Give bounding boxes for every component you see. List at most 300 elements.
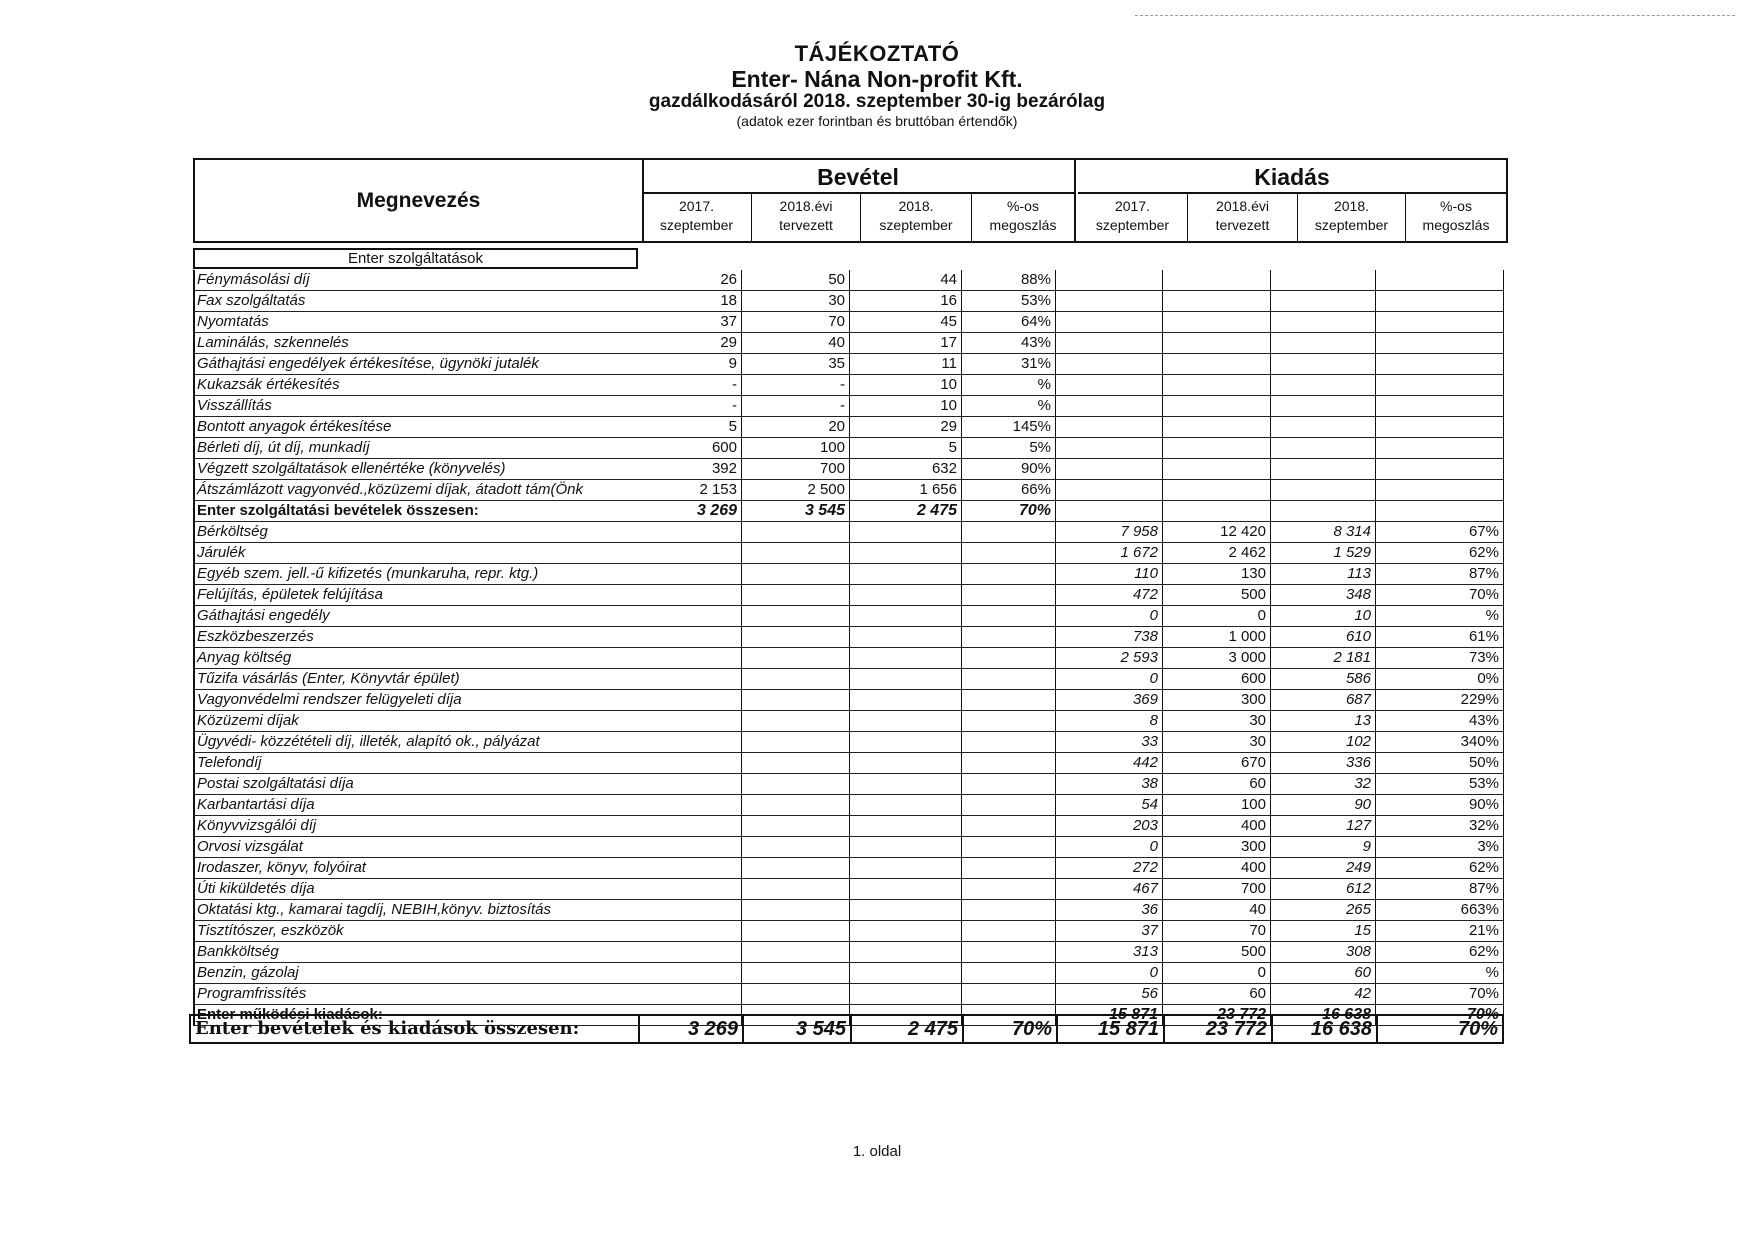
bevetel-cell	[850, 606, 962, 627]
kiadas-total-cell: 70%	[1378, 1014, 1504, 1044]
bevetel-total-cell: 3 269	[640, 1014, 744, 1044]
bevetel-title: Bevétel	[642, 160, 1074, 194]
kiadas-cell: 612	[1271, 879, 1376, 900]
bevetel-cell: 5%	[962, 438, 1056, 459]
kiadas-cell	[1163, 438, 1271, 459]
bevetel-cell: -	[742, 375, 850, 396]
row-label: Fax szolgáltatás	[193, 291, 640, 312]
kiadas-cell: 8	[1056, 711, 1163, 732]
bevetel-cell: 70%	[962, 501, 1056, 522]
bevetel-cell: 45	[850, 312, 962, 333]
kiadas-cell: 8 314	[1271, 522, 1376, 543]
bevetel-cell: 3 269	[640, 501, 742, 522]
kiadas-cell: 32	[1271, 774, 1376, 795]
kiadas-cell	[1376, 375, 1504, 396]
kiadas-cell: 70%	[1376, 1005, 1504, 1026]
kiadas-cell: 272	[1056, 858, 1163, 879]
row-label: Ügyvédi- közzétételi díj, illeték, alapító ok., pályázat	[193, 732, 640, 753]
kiadas-cell	[1271, 375, 1376, 396]
kiadas-cell	[1056, 354, 1163, 375]
kiadas-cell: 30	[1163, 732, 1271, 753]
kiadas-cell	[1056, 501, 1163, 522]
kiadas-cell	[1163, 480, 1271, 501]
kiadas-cell: 3 000	[1163, 648, 1271, 669]
kiadas-total-cell: 16 638	[1273, 1014, 1378, 1044]
bevetel-cell: 392	[640, 459, 742, 480]
kiadas-cell: 12 420	[1163, 522, 1271, 543]
kiadas-cell: 130	[1163, 564, 1271, 585]
bevetel-cell	[742, 669, 850, 690]
top-dashed-rule	[1135, 15, 1735, 16]
bevetel-cell	[850, 543, 962, 564]
company-name: Enter- Nána Non-profit Kft.	[731, 66, 1023, 93]
kiadas-cell: 40	[1163, 900, 1271, 921]
kiadas-cell	[1056, 396, 1163, 417]
bevetel-cell	[640, 837, 742, 858]
kiadas-cell: 3%	[1376, 837, 1504, 858]
bevetel-cell: 43%	[962, 333, 1056, 354]
bevetel-cell	[742, 627, 850, 648]
bevetel-cell: 16	[850, 291, 962, 312]
kiadas-cell	[1163, 375, 1271, 396]
kiadas-cell: 15 871	[1056, 1005, 1163, 1026]
row-label: Nyomtatás	[193, 312, 640, 333]
row-label: Programfrissítés	[193, 984, 640, 1005]
kiadas-cell: 62%	[1376, 942, 1504, 963]
bevetel-cell: 37	[640, 312, 742, 333]
page-number: 1. oldal	[852, 1143, 902, 1160]
kiadas-cell	[1271, 480, 1376, 501]
kiadas-cell	[1163, 396, 1271, 417]
bevetel-cell	[962, 669, 1056, 690]
row-label: Enter működési kiadások:	[193, 1005, 640, 1026]
bevetel-cell: 30	[742, 291, 850, 312]
kiadas-cell: 73%	[1376, 648, 1504, 669]
bevetel-cell: 29	[640, 333, 742, 354]
bevetel-cell	[850, 816, 962, 837]
bevetel-cell	[742, 774, 850, 795]
bevetel-cell	[850, 732, 962, 753]
bevetel-cell: -	[742, 396, 850, 417]
units-note: (adatok ezer forintban és bruttóban értendők)	[736, 113, 1018, 130]
kiadas-cell	[1056, 312, 1163, 333]
kiadas-header-group	[1078, 160, 1506, 241]
row-label: Felújítás, épületek felújítása	[193, 585, 640, 606]
row-label: Úti kiküldetés díja	[193, 879, 640, 900]
kiadas-cell: 53%	[1376, 774, 1504, 795]
kiadas-cell	[1163, 291, 1271, 312]
bevetel-cell	[850, 585, 962, 606]
kiadas-cell	[1271, 270, 1376, 291]
kiadas-cell: 127	[1271, 816, 1376, 837]
bevetel-cell	[850, 942, 962, 963]
kiadas-cell: 1 000	[1163, 627, 1271, 648]
kiadas-cell: 7 958	[1056, 522, 1163, 543]
bevetel-cell: 10	[850, 375, 962, 396]
kiadas-cell: 2 181	[1271, 648, 1376, 669]
bevetel-cell	[640, 564, 742, 585]
bevetel-cell: 88%	[962, 270, 1056, 291]
bevetel-cell	[742, 816, 850, 837]
row-label: Bankköltség	[193, 942, 640, 963]
bevetel-cell	[962, 879, 1056, 900]
bevetel-cell	[962, 774, 1056, 795]
kiadas-cell: 700	[1163, 879, 1271, 900]
bevetel-cell: 100	[742, 438, 850, 459]
bevetel-cell	[640, 606, 742, 627]
bevetel-cell	[850, 984, 962, 1005]
kiadas-cell: 600	[1163, 669, 1271, 690]
bevetel-cell: 31%	[962, 354, 1056, 375]
kiadas-cell: 70%	[1376, 585, 1504, 606]
bevetel-cell: 600	[640, 438, 742, 459]
bevetel-cell	[640, 774, 742, 795]
kiadas-cell: 472	[1056, 585, 1163, 606]
kiadas-cell: 265	[1271, 900, 1376, 921]
kiadas-cell: 42	[1271, 984, 1376, 1005]
bevetel-cell	[742, 564, 850, 585]
bevetel-cell	[962, 585, 1056, 606]
bevetel-total-cell: 3 545	[744, 1014, 852, 1044]
row-label: Benzin, gázolaj	[193, 963, 640, 984]
kiadas-cell: 442	[1056, 753, 1163, 774]
bevetel-cell	[850, 837, 962, 858]
bevetel-cell: 29	[850, 417, 962, 438]
bevetel-col-2018-plan: 2018.évi tervezett	[752, 194, 861, 241]
bevetel-cell: 70	[742, 312, 850, 333]
bevetel-cell: 90%	[962, 459, 1056, 480]
row-label: Karbantartási díja	[193, 795, 640, 816]
document-subtitle: gazdálkodásáról 2018. szeptember 30-ig bezárólag	[648, 91, 1106, 113]
bevetel-col-2018: 2018. szeptember	[861, 194, 972, 241]
kiadas-cell: 300	[1163, 690, 1271, 711]
bevetel-cell: -	[640, 375, 742, 396]
row-label: Végzett szolgáltatások ellenértéke (könyvelés)	[193, 459, 640, 480]
kiadas-cell	[1271, 396, 1376, 417]
kiadas-cell	[1163, 333, 1271, 354]
bevetel-cell	[742, 711, 850, 732]
bevetel-header-group	[642, 160, 1076, 241]
row-label: Kukazsák értékesítés	[193, 375, 640, 396]
kiadas-cell: 586	[1271, 669, 1376, 690]
row-label: Oktatási ktg., kamarai tagdíj, NEBIH,könyv. biztosítás	[193, 900, 640, 921]
bevetel-cell: 5	[640, 417, 742, 438]
row-label: Bérköltség	[193, 522, 640, 543]
kiadas-cell: 90	[1271, 795, 1376, 816]
kiadas-col-2018: 2018. szeptember	[1298, 194, 1406, 241]
document-title: TÁJÉKOZTATÓ	[794, 41, 960, 66]
bevetel-cell	[640, 585, 742, 606]
row-label: Átszámlázott vagyonvéd.,közüzemi díjak, átadott tám(Önk	[193, 480, 640, 501]
kiadas-cell	[1271, 333, 1376, 354]
section-label: Enter szolgáltatások	[193, 248, 638, 269]
bevetel-cell: 53%	[962, 291, 1056, 312]
kiadas-cell: 56	[1056, 984, 1163, 1005]
kiadas-cell: 738	[1056, 627, 1163, 648]
bevetel-cell	[962, 690, 1056, 711]
kiadas-cell: 15	[1271, 921, 1376, 942]
kiadas-cell	[1271, 438, 1376, 459]
bevetel-cell	[962, 522, 1056, 543]
kiadas-cell: 70%	[1376, 984, 1504, 1005]
name-column-header: Megnevezés	[195, 160, 644, 241]
bevetel-cell	[850, 774, 962, 795]
kiadas-cell	[1056, 480, 1163, 501]
kiadas-cell	[1056, 375, 1163, 396]
row-label: Visszállítás	[193, 396, 640, 417]
kiadas-cell: 87%	[1376, 564, 1504, 585]
kiadas-cell	[1056, 291, 1163, 312]
bevetel-cell	[742, 585, 850, 606]
bevetel-cell	[742, 606, 850, 627]
kiadas-cell: 348	[1271, 585, 1376, 606]
kiadas-cell	[1163, 417, 1271, 438]
bevetel-cell	[962, 753, 1056, 774]
kiadas-total-cell: 23 772	[1165, 1014, 1273, 1044]
kiadas-cell	[1056, 333, 1163, 354]
kiadas-cell: 0	[1056, 837, 1163, 858]
kiadas-cell	[1056, 417, 1163, 438]
bevetel-cell: 20	[742, 417, 850, 438]
kiadas-cell: 0	[1056, 669, 1163, 690]
kiadas-cell	[1376, 291, 1504, 312]
kiadas-cell	[1376, 438, 1504, 459]
kiadas-cell	[1376, 459, 1504, 480]
bevetel-cell: 66%	[962, 480, 1056, 501]
bevetel-cell	[742, 963, 850, 984]
kiadas-cell	[1163, 459, 1271, 480]
kiadas-cell	[1376, 396, 1504, 417]
kiadas-cell: 60	[1163, 774, 1271, 795]
row-label: Bontott anyagok értékesítése	[193, 417, 640, 438]
kiadas-cell: 113	[1271, 564, 1376, 585]
bevetel-cell	[962, 837, 1056, 858]
row-label: Vagyonvédelmi rendszer felügyeleti díja	[193, 690, 640, 711]
bevetel-cell: 9	[640, 354, 742, 375]
bevetel-cell	[742, 690, 850, 711]
bevetel-cell	[640, 942, 742, 963]
kiadas-cell: 0	[1163, 606, 1271, 627]
kiadas-cell	[1376, 333, 1504, 354]
bevetel-cell: 11	[850, 354, 962, 375]
bevetel-cell	[850, 753, 962, 774]
kiadas-cell: 38	[1056, 774, 1163, 795]
row-label: Gáthajtási engedélyek értékesítése, ügynöki jutalék	[193, 354, 640, 375]
bevetel-cell	[850, 858, 962, 879]
bevetel-cell	[640, 921, 742, 942]
bevetel-cell	[962, 900, 1056, 921]
kiadas-cell: 313	[1056, 942, 1163, 963]
bevetel-cell	[640, 753, 742, 774]
row-label: Közüzemi díjak	[193, 711, 640, 732]
kiadas-cell: 1 672	[1056, 543, 1163, 564]
bevetel-cell: 35	[742, 354, 850, 375]
kiadas-cell: 21%	[1376, 921, 1504, 942]
kiadas-cell: 500	[1163, 585, 1271, 606]
kiadas-cell: 400	[1163, 858, 1271, 879]
bevetel-cell	[962, 795, 1056, 816]
kiadas-cell	[1376, 480, 1504, 501]
bevetel-cell	[742, 984, 850, 1005]
kiadas-cell: 67%	[1376, 522, 1504, 543]
kiadas-cell: 369	[1056, 690, 1163, 711]
bevetel-cell	[640, 963, 742, 984]
bevetel-cell	[640, 879, 742, 900]
kiadas-cell	[1376, 501, 1504, 522]
row-label: Telefondíj	[193, 753, 640, 774]
bevetel-cell	[850, 522, 962, 543]
kiadas-cell: 70	[1163, 921, 1271, 942]
kiadas-cell	[1376, 312, 1504, 333]
kiadas-cell	[1271, 459, 1376, 480]
row-label: Orvosi vizsgálat	[193, 837, 640, 858]
kiadas-cell: 10	[1271, 606, 1376, 627]
row-label: Eszközbeszerzés	[193, 627, 640, 648]
kiadas-cell: 23 772	[1163, 1005, 1271, 1026]
bevetel-cell: 632	[850, 459, 962, 480]
kiadas-col-2017: 2017. szeptember	[1078, 194, 1188, 241]
kiadas-cell	[1271, 312, 1376, 333]
kiadas-cell: 9	[1271, 837, 1376, 858]
kiadas-title: Kiadás	[1078, 160, 1506, 194]
kiadas-cell: 36	[1056, 900, 1163, 921]
bevetel-cell: 145%	[962, 417, 1056, 438]
kiadas-cell: 60	[1163, 984, 1271, 1005]
bevetel-cell: 700	[742, 459, 850, 480]
kiadas-cell: 670	[1163, 753, 1271, 774]
bevetel-cell: 3 545	[742, 501, 850, 522]
kiadas-total-cell: 15 871	[1058, 1014, 1165, 1044]
bevetel-cell: 40	[742, 333, 850, 354]
row-label: Könyvvizsgálói díj	[193, 816, 640, 837]
bevetel-cell	[850, 690, 962, 711]
kiadas-cell: 54	[1056, 795, 1163, 816]
bevetel-cell	[962, 984, 1056, 1005]
bevetel-cell: 18	[640, 291, 742, 312]
bevetel-total-cell: 70%	[964, 1014, 1058, 1044]
kiadas-cell: 229%	[1376, 690, 1504, 711]
kiadas-cell: 110	[1056, 564, 1163, 585]
kiadas-col-percent: %-os megoszlás	[1422, 198, 1490, 233]
kiadas-cell: %	[1376, 606, 1504, 627]
bevetel-cell: 5	[850, 438, 962, 459]
kiadas-cell: 400	[1163, 816, 1271, 837]
bevetel-cell	[850, 711, 962, 732]
document-header	[0, 42, 1754, 129]
kiadas-cell: 50%	[1376, 753, 1504, 774]
bevetel-cell	[850, 879, 962, 900]
bevetel-cell	[850, 795, 962, 816]
kiadas-cell: 62%	[1376, 543, 1504, 564]
kiadas-cell: 2 593	[1056, 648, 1163, 669]
bevetel-cell	[742, 732, 850, 753]
kiadas-cell	[1056, 438, 1163, 459]
row-label: Anyag költség	[193, 648, 640, 669]
kiadas-cell: 102	[1271, 732, 1376, 753]
table-header	[193, 158, 1508, 243]
bevetel-cell: 10	[850, 396, 962, 417]
kiadas-cell	[1271, 417, 1376, 438]
bevetel-cell: -	[640, 396, 742, 417]
bevetel-cell	[850, 900, 962, 921]
kiadas-cell: 32%	[1376, 816, 1504, 837]
bevetel-col-percent: %-os megoszlás	[989, 198, 1057, 233]
kiadas-cell: 308	[1271, 942, 1376, 963]
kiadas-cell: 0	[1056, 606, 1163, 627]
bevetel-cell	[640, 795, 742, 816]
kiadas-cell: 60	[1271, 963, 1376, 984]
kiadas-cell	[1376, 354, 1504, 375]
kiadas-cell: 37	[1056, 921, 1163, 942]
kiadas-cell: 87%	[1376, 879, 1504, 900]
bevetel-cell	[742, 543, 850, 564]
kiadas-cell: 13	[1271, 711, 1376, 732]
bevetel-cell	[850, 963, 962, 984]
bevetel-cell	[962, 732, 1056, 753]
bevetel-cell	[742, 942, 850, 963]
bevetel-cell	[742, 753, 850, 774]
kiadas-cell: 300	[1163, 837, 1271, 858]
kiadas-cell	[1056, 459, 1163, 480]
row-label: Járulék	[193, 543, 640, 564]
row-label: Fénymásolási díj	[193, 270, 640, 291]
kiadas-cell: 62%	[1376, 858, 1504, 879]
kiadas-cell: 687	[1271, 690, 1376, 711]
bevetel-cell	[850, 669, 962, 690]
bevetel-cell: 64%	[962, 312, 1056, 333]
kiadas-cell: 90%	[1376, 795, 1504, 816]
kiadas-cell: 663%	[1376, 900, 1504, 921]
kiadas-cell: 16 638	[1271, 1005, 1376, 1026]
bevetel-cell: %	[962, 375, 1056, 396]
grand-total-label: Enter bevételek és kiadások összesen:	[189, 1014, 640, 1044]
row-label: Irodaszer, könyv, folyóirat	[193, 858, 640, 879]
bevetel-cell	[962, 711, 1056, 732]
bevetel-cell	[962, 921, 1056, 942]
row-label: Gáthajtási engedély	[193, 606, 640, 627]
bevetel-cell	[742, 858, 850, 879]
kiadas-cell: 0%	[1376, 669, 1504, 690]
bevetel-cell	[962, 564, 1056, 585]
row-label: Postai szolgáltatási díja	[193, 774, 640, 795]
kiadas-cell	[1271, 291, 1376, 312]
bevetel-total-cell: 2 475	[852, 1014, 964, 1044]
bevetel-cell	[742, 921, 850, 942]
bevetel-cell: 2 500	[742, 480, 850, 501]
bevetel-cell	[742, 648, 850, 669]
bevetel-cell	[742, 522, 850, 543]
bevetel-cell	[962, 942, 1056, 963]
bevetel-cell	[962, 648, 1056, 669]
kiadas-cell	[1163, 354, 1271, 375]
bevetel-cell	[640, 858, 742, 879]
kiadas-cell: 33	[1056, 732, 1163, 753]
kiadas-cell	[1163, 312, 1271, 333]
kiadas-cell	[1271, 354, 1376, 375]
kiadas-cell	[1056, 270, 1163, 291]
bevetel-cell	[640, 732, 742, 753]
row-label: Enter szolgáltatási bevételek összesen:	[193, 501, 640, 522]
bevetel-cell	[640, 690, 742, 711]
bevetel-cell	[850, 921, 962, 942]
kiadas-cell	[1163, 270, 1271, 291]
bevetel-cell	[742, 900, 850, 921]
row-label: Tűzifa vásárlás (Enter, Könyvtár épület)	[193, 669, 640, 690]
bevetel-cell	[640, 543, 742, 564]
bevetel-cell	[640, 711, 742, 732]
bevetel-cell	[640, 648, 742, 669]
kiadas-cell: 2 462	[1163, 543, 1271, 564]
